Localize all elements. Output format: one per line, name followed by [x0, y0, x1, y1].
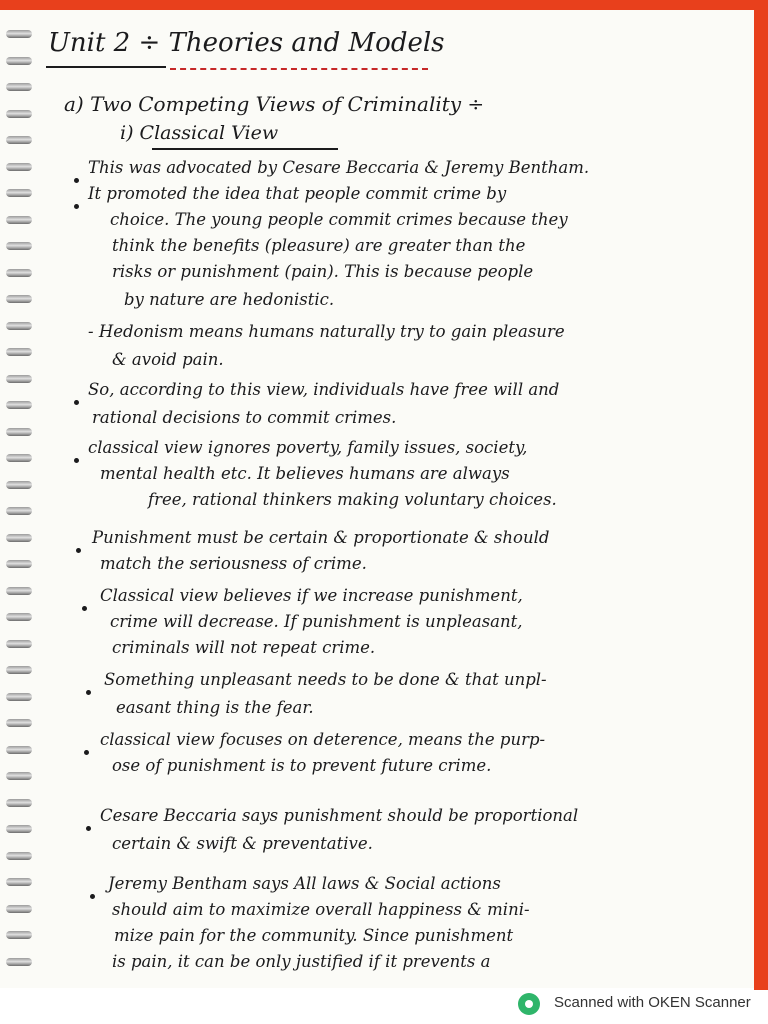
note-line: choice. The young people commit crimes because they	[110, 210, 568, 229]
spiral-ring	[6, 163, 32, 171]
spiral-ring	[6, 242, 32, 250]
note-line: easant thing is the fear.	[116, 698, 314, 717]
subsection-underline	[152, 148, 338, 150]
bullet-icon	[74, 458, 79, 463]
spiral-ring	[6, 931, 32, 939]
note-line: classical view focuses on deterence, means the purp-	[100, 730, 546, 749]
note-line: crime will decrease. If punishment is unpleasant,	[110, 612, 523, 631]
note-line: & avoid pain.	[112, 350, 224, 369]
note-line: This was advocated by Cesare Beccaria & Jeremy Bentham.	[88, 158, 590, 177]
spiral-ring	[6, 57, 32, 65]
spiral-ring	[6, 454, 32, 462]
notebook-paper	[0, 10, 754, 988]
spiral-ring	[6, 719, 32, 727]
note-line: certain & swift & preventative.	[112, 834, 373, 853]
spiral-ring	[6, 560, 32, 568]
note-line: think the benefits (pleasure) are greater than the	[112, 236, 526, 255]
spiral-ring	[6, 216, 32, 224]
page-title: Unit 2 ÷ Theories and Models	[48, 28, 445, 58]
red-side-border	[754, 0, 768, 990]
title-red-underline	[170, 68, 428, 70]
note-line: Classical view believes if we increase punishment,	[100, 586, 523, 605]
spiral-ring	[6, 772, 32, 780]
note-line: rational decisions to commit crimes.	[92, 408, 397, 427]
scanner-footer	[518, 990, 768, 1024]
spiral-ring	[6, 587, 32, 595]
title-underline	[46, 66, 166, 68]
spiral-ring	[6, 269, 32, 277]
spiral-ring	[6, 322, 32, 330]
bullet-icon	[84, 750, 89, 755]
spiral-ring	[6, 905, 32, 913]
spiral-ring	[6, 613, 32, 621]
section-heading: a) Two Competing Views of Criminality ÷	[64, 92, 485, 116]
spiral-ring	[6, 746, 32, 754]
spiral-ring	[6, 136, 32, 144]
note-line: Punishment must be certain & proportionate & should	[92, 528, 550, 547]
note-line: So, according to this view, individuals have free will and	[88, 380, 560, 399]
spiral-binding	[0, 30, 38, 990]
bullet-icon	[76, 548, 81, 553]
note-line: risks or punishment (pain). This is because people	[112, 262, 534, 281]
spiral-ring	[6, 83, 32, 91]
note-line: classical view ignores poverty, family issues, society,	[88, 438, 528, 457]
note-line: criminals will not repeat crime.	[112, 638, 376, 657]
spiral-ring	[6, 878, 32, 886]
note-line: match the seriousness of crime.	[100, 554, 367, 573]
spiral-ring	[6, 189, 32, 197]
bullet-icon	[74, 204, 79, 209]
oken-scanner-logo-icon	[518, 993, 540, 1015]
note-line: should aim to maximize overall happiness & mini-	[112, 900, 530, 919]
spiral-ring	[6, 693, 32, 701]
bullet-icon	[86, 690, 91, 695]
spiral-ring	[6, 428, 32, 436]
note-line: mental health etc. It believes humans are always	[100, 464, 510, 483]
spiral-ring	[6, 507, 32, 515]
note-line: Something unpleasant needs to be done & that unpl-	[104, 670, 547, 689]
note-line: It promoted the idea that people commit crime by	[88, 184, 507, 203]
note-line: mize pain for the community. Since punishment	[114, 926, 514, 945]
spiral-ring	[6, 110, 32, 118]
note-line: ose of punishment is to prevent future crime.	[112, 756, 492, 775]
spiral-ring	[6, 825, 32, 833]
spiral-ring	[6, 401, 32, 409]
spiral-ring	[6, 640, 32, 648]
subsection-heading: i) Classical View	[120, 122, 279, 144]
spiral-ring	[6, 295, 32, 303]
spiral-ring	[6, 799, 32, 807]
note-line: free, rational thinkers making voluntary choices.	[148, 490, 557, 509]
bullet-icon	[86, 826, 91, 831]
spiral-ring	[6, 348, 32, 356]
bullet-icon	[90, 894, 95, 899]
note-line: - Hedonism means humans naturally try to gain pleasure	[88, 322, 565, 341]
spiral-ring	[6, 666, 32, 674]
spiral-ring	[6, 481, 32, 489]
scanner-watermark-text: Scanned with OKEN Scanner	[554, 994, 751, 1011]
spiral-ring	[6, 534, 32, 542]
spiral-ring	[6, 375, 32, 383]
note-line: is pain, it can be only justified if it prevents a	[112, 952, 491, 971]
note-line: Cesare Beccaria says punishment should be proportional	[100, 806, 579, 825]
spiral-ring	[6, 852, 32, 860]
red-top-border	[0, 0, 768, 10]
bullet-icon	[82, 606, 87, 611]
bullet-icon	[74, 400, 79, 405]
spiral-ring	[6, 958, 32, 966]
note-line: by nature are hedonistic.	[124, 290, 335, 309]
bullet-icon	[74, 178, 79, 183]
spiral-ring	[6, 30, 32, 38]
note-line: Jeremy Bentham says All laws & Social actions	[108, 874, 501, 893]
